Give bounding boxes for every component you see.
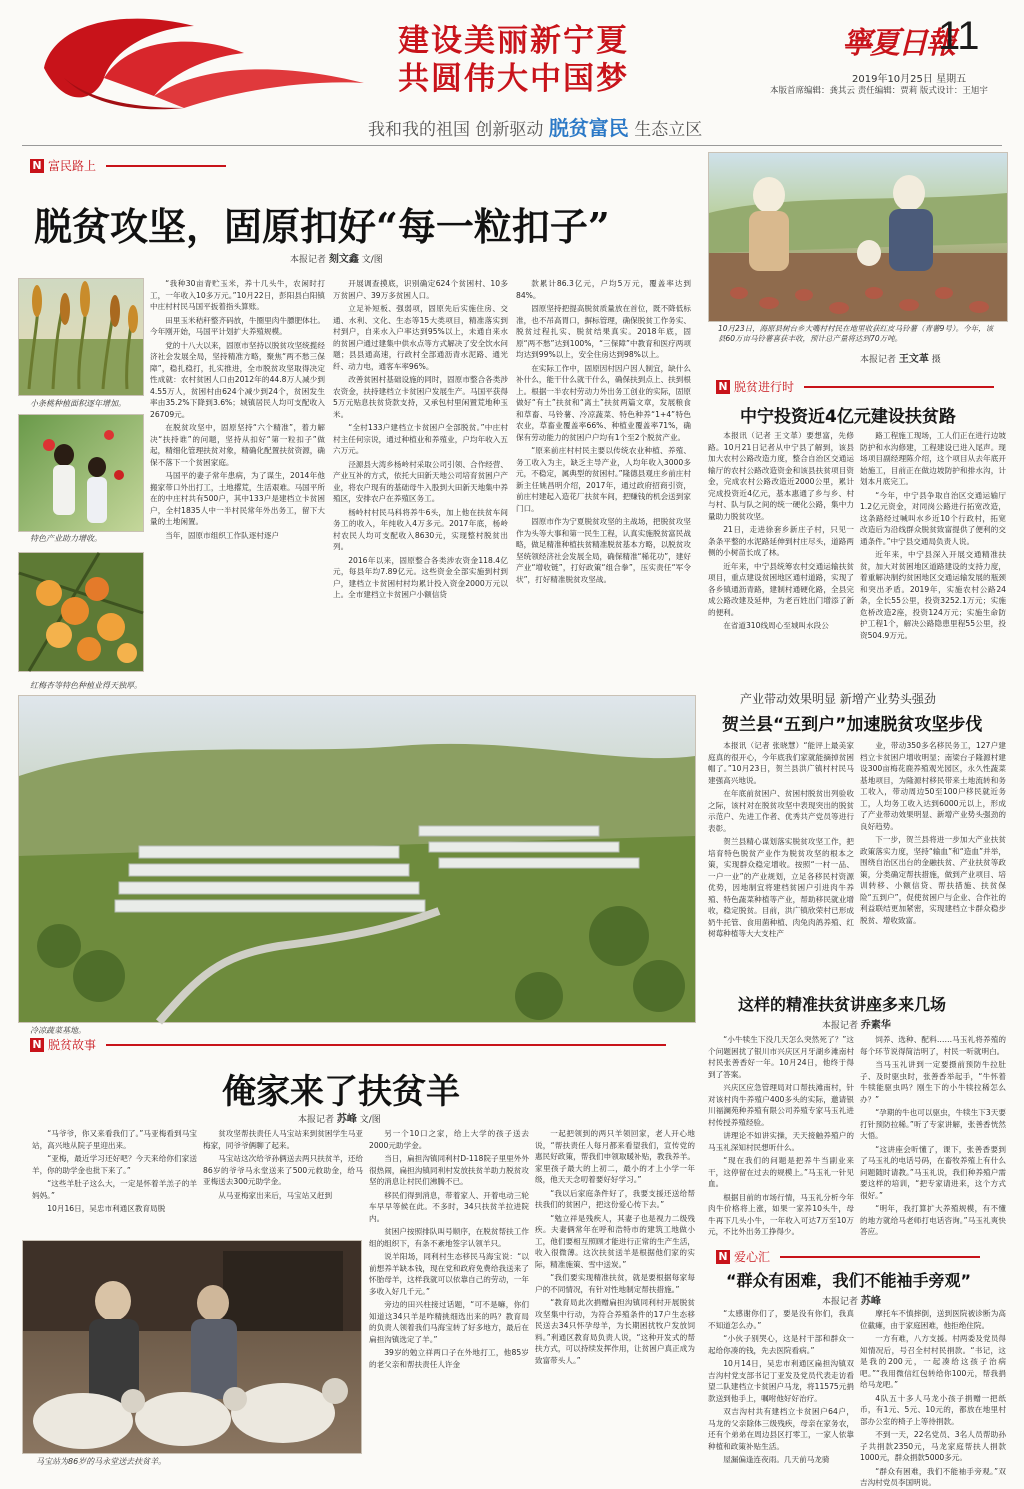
paragraph: 贫攻坚帮扶责任人马宝站来到贫困学生马亚梅家，同爷爷俩聊了起来。: [203, 1129, 363, 1150]
theme-banner: [368, 112, 702, 141]
paragraph: 当马玉礼讲到一定要摄前预防牛拉肚子、及时驱虫时，张善香举起手，“牛怀着牛犊能驱虫吗？刚生下的小牛犊拉稀怎么办？”: [860, 1060, 1006, 1104]
paragraph: “群众有困难，我们不能袖手旁观。”双吉沟村党员李国明说。: [860, 1466, 1006, 1487]
paragraph: 固原市作为宁夏脱贫攻坚的主战场，把脱贫攻坚作为头等大事和第一民生工程，认真实施脱贫富民战略，做足精准种植扶贫精准脱贫基本方略，以脱贫攻坚统领经济社会发展全局，确保精准“稀花功”，建好产业“增收链”，打好政策“组合拳”，压实责任“军令状”，打好精准脱贫攻坚战。: [516, 517, 691, 584]
paragraph: “小伙子别哭心，这是村干部和群众一起给你凑的钱，先去医院看病。”: [708, 1334, 854, 1355]
paragraph: 21日，走进徐套乡新庄子村，只见一条条平整的水泥路延伸到村庄尽头，道路两侧的小树苗长成了林。: [708, 525, 854, 557]
paragraph: 泾源县大湾乡杨岭村采取公司引领、合作经营、产业互补的方式，依托大田新天地公司培育贫困户产业，将农户现有的基础母牛入股到大田新天地集中养殖区，安排农户在养殖区务工。: [333, 459, 508, 503]
paragraph: 饲养、选种、配料……马玉礼将养殖的每个环节说得简洁明了，村民一听就明白。: [860, 1035, 1006, 1056]
paragraph: 讲理论不如讲实操，天天接触养殖户的马玉礼深知村民想听什么。: [708, 1131, 854, 1152]
photo-potato-harvest: [708, 152, 1008, 322]
paragraph: 兴庆区应急管理局对口帮扶滩南村，针对该村肉牛养殖户400多头的实际，邀请银川福澜苑种养殖有限公司养殖专家马玉礼进村传授养殖经验。: [708, 1083, 854, 1127]
section-rule: [106, 1044, 666, 1046]
byline-suffix: 文/图: [359, 1115, 381, 1125]
zhongning-headline: 中宁投资近4亿元建设扶贫路: [740, 407, 956, 427]
photo-sheep-delivery: [22, 1240, 362, 1454]
paragraph: “这讲座会听懂了，课下，张善香要到了马玉礼的电话号码，在畜牧养殖上有什么问题随时请教。”马玉礼说，我们种养殖户需要这样的培训，“把专家请进来，这个方式很好。”: [860, 1144, 1006, 1200]
paragraph: 近年来，中宁县统筹农村交通运输扶贫项目，重点建设贫困地区通村道路，实现了各乡镇通沥青路，建制村通硬化路，全县完成公路改建及延伸，为老百姓出门增添了新的便利。: [708, 561, 854, 617]
photo-right-credit: [860, 350, 941, 365]
paragraph: 马国平的妻子常年患病，为了谋生，2014年他搬家带口外出打工，土地撂荒，生活艰难。马国平所在的中庄村共有500户，其中133户是建档立卡贫困户，全村1835人中一半村民常年外出务工，留下大量的土地闲置。: [150, 471, 325, 526]
story-col4: [535, 1128, 695, 1468]
credit-suffix: 摄: [931, 355, 941, 365]
byline-prefix: 本报记者: [298, 1115, 335, 1125]
caption-photo1: 小条桃种植面积逐年增加。: [30, 399, 126, 408]
paragraph: 一起把领到的两只羊领回家，老人开心地说，“帮扶责任人每月都来看望我们，宣传党的惠民好政策，帮我们申领取暖补贴，教我养羊。家里孩子最大的上初二，最小的才上小学一年级，他天天念叨着要好好学习。”: [535, 1129, 695, 1184]
caption-photo-bottom: 马宝站为86岁的马永堂送去扶贫羊。: [36, 1457, 167, 1466]
paragraph: 贺兰县精心谋划落实脱贫攻坚工作，把培育特色脱贫产业作为脱贫攻坚的根本之策，实现群众稳定增收。按照“一村一品、一户一业”的产业规划，立足各移民村资源优势，因地制宜将建档贫困户引进肉牛养殖、特色蔬菜种植等产业，帮助移民就业增收，稳定脱贫。目前，洪广镇欣荣村已形成奶牛托管、食用菌种植、肉兔肉鸽养殖、红树莓种植等大大支柱产: [708, 837, 854, 938]
byline-prefix: 本报记者: [822, 1297, 859, 1307]
lecture-byline: [822, 1016, 891, 1031]
paragraph: 改善贫困村基础设施的同时，固原市整合各类涉农资金，扶持建档立卡贫困户发展生产。马国平获得5万元贴息扶贫贷款支持，又承包村里闲置荒地种玉米。: [333, 375, 508, 419]
helping-headline: “群众有困难，我们不能袖手旁观”: [726, 1271, 972, 1290]
editor-credits: 本版首席编辑：龚其云 责任编辑：贾莉 版式设计：王旭宇: [770, 86, 988, 96]
paragraph: 39岁的勉立祥两口子在外地打工，他85岁的老父亲和帮扶责任人许金: [369, 1348, 529, 1369]
paragraph: 本报讯（记者 张晓慧）“能评上最美家庭真的很开心，今年底我们家就能摘掉贫困帽了。”10月23日，贺兰县洪广镇村村民马建强高兴地说。: [708, 741, 854, 785]
lecture-headline: 这样的精准扶贫讲座多来几场: [738, 995, 947, 1014]
caption-photo2: 特色产业助力增收。: [30, 534, 102, 543]
apricot-illustration: [19, 553, 143, 671]
paragraph: “今年，中宁县争取自治区交通运输厅1.2亿元资金，对同岗公路进行拓宽改造，这条路经过喊叫水乡近10个行政村，拓宽改造后为沿线群众脱贫致富提供了便利的交通条件。”中宁县交通局负责人说。: [860, 490, 1006, 546]
paragraph: “全村133户建档立卡贫困户全部脱贫。”中庄村村主任何宗说，通过种植业和养殖业，户均年收入五六万元。: [333, 423, 508, 455]
paragraph: 在实际工作中，固原因村因户因人制宜，缺什么补什么，能干什么就干什么，确保扶到点上、扶到根上。根据一半农村劳动力外出务工创业的实际，固原做好“有土”扶贫和“离土”扶贫两篇文章，发展粮食和草畜、马铃薯、冷凉蔬菜、特色种养“1+4”特色农业，草畜业覆盖率66%、种植业覆盖率71%，确保有劳动能力的贫困户户均有1个至2个脱贫产业。: [516, 363, 691, 442]
story-byline: [298, 1110, 381, 1125]
photo-apricots: [18, 552, 144, 672]
paragraph: 4队五十多人马龙小孩子捐赠一把纸币，有1元、5元、10元的，都放在地里村部办公室的椅子上等待捐款。: [860, 1393, 1006, 1426]
credit-prefix: 本报记者: [860, 355, 897, 365]
photo-orchard-girls: [18, 414, 144, 532]
paragraph: 在年底前贫困户、贫困村脱贫出列验收之际，该村对在脱贫攻坚中表现突出的脱贫示范户、先进工作者、优秀共产党员等进行表彰。: [708, 789, 854, 833]
section-label: 爱心汇: [734, 1250, 771, 1264]
paragraph: “小牛犊生下没几天怎么突然死了？”这个问题困扰了银川市兴庆区月牙湖乡滩南村村民张善香好一年。10月24日，他终于得到了答案。: [708, 1035, 854, 1079]
lecture-col2: [860, 1034, 1006, 1244]
main-article-col3: [516, 278, 691, 688]
section-n-icon: N: [30, 1038, 44, 1052]
paragraph: “这些羊肚子这么大，一定是怀着羊羔子的羊妈妈。”: [32, 1179, 197, 1200]
main-byline: [290, 250, 383, 265]
story-headline: 俺家来了扶贫羊: [222, 1072, 460, 1112]
section-n-icon: N: [716, 380, 730, 394]
paragraph: “马爷爷，你又来看我们了。”马亚梅看到马宝站，高兴地从院子里迎出来。: [32, 1129, 197, 1150]
paragraph: 款累计86.3亿元，户均5万元，覆盖率达到84%。: [516, 279, 691, 300]
greenhouse-landscape: [19, 696, 695, 1022]
helping-col2: [860, 1308, 1006, 1487]
theme-left: 我和我的祖国 创新驱动: [368, 120, 544, 140]
paragraph: 田里玉米秸秆整齐码放，牛圈里肉牛膘肥体壮。今年刚开始，马国平计划扩大养殖规模。: [150, 315, 325, 336]
paragraph: “太感谢你们了，要是没有你们，我真不知道怎么办。”: [708, 1309, 854, 1330]
paragraph: “我以后家庭条件好了，我要支援还送给帮扶我们的贫困户，把这份爱心传下去。”: [535, 1188, 695, 1209]
paragraph: 不到一天，22名党员、3名人员帮助孙子共捐款2350元，马龙家庭帮扶人捐款1000元，群众捐款5000多元。: [860, 1430, 1006, 1462]
issue-date: 2019年10月25日 星期五: [852, 74, 967, 85]
main-article-col2: [333, 278, 508, 688]
paragraph: 10月14日，吴忠市利通区扁担沟镇双吉沟村党支部书记丁亚发及党员代表走访看望二队建档立卡贫困户马龙，将11575元捐款送到他手上，嘱咐他好好治疗。: [708, 1359, 854, 1403]
newspaper-logo: 寧夏日報: [842, 26, 954, 61]
helping-col1: [708, 1308, 854, 1468]
main-headline: 脱贫攻坚，固原扣好“每一粒扣子”: [34, 204, 610, 249]
story-col1: [32, 1128, 197, 1236]
paragraph: 根据目前的市场行情，马玉礼分析今年肉牛价格将上涨，如果一家养10头牛，母牛再下几头小牛，一年收入可达7万至10万元，不比外出务工挣得少。: [708, 1192, 854, 1236]
paragraph: 杨岭村村民马科将养牛6头，加上他在扶贫车间务工的收入，年纯收入4万多元。2017年底，杨岭村农民人均可支配收入8630元，实现整村脱贫出列。: [333, 507, 508, 551]
paragraph: “我们要实现精准扶贫，就是要根据每家每户的不同情况，有针对性地制定帮扶措施。”: [535, 1273, 695, 1294]
paragraph: “亚梅，最近学习还好吧？今天来给你们家送羊，你的助学金也批下来了。”: [32, 1154, 197, 1175]
byline-prefix: 本报记者: [822, 1021, 859, 1031]
paragraph: 贫困户按照排队叫号顺序，在脱贫帮扶工作组的组织下，有条不紊地签字认领羊只。: [369, 1227, 529, 1248]
page-number: 11: [938, 14, 980, 58]
slogan-line-2: 共圆伟大中国梦: [398, 61, 629, 97]
paragraph: 另一个10口之家，给上大学的孩子送去2000元助学金。: [369, 1129, 529, 1150]
section-rule: [780, 1256, 980, 1258]
paragraph: 开展调查摸底，识别确定624个贫困村、10多万贫困户、39万多贫困人口。: [333, 279, 508, 300]
caption-photo4: 冷凉蔬菜基地。: [30, 1026, 86, 1035]
story-col2: [203, 1128, 363, 1236]
byline-name: 苏峰: [860, 1296, 881, 1307]
paragraph: 一方有难，八方支援。村两委及党员得知情况后，号召全村村民捐款。“书记，这是我的200元，一起凑给这孩子治病吧。”“我用微信红包转给你100元，帮我捐给马龙吧。”: [860, 1334, 1006, 1389]
caption-photo3: 红梅杏等特色种植业得天独厚。: [30, 681, 142, 690]
paragraph: 从马亚梅家出来后，马宝站又赶到: [218, 1190, 333, 1200]
sheep-illustration: [23, 1241, 361, 1453]
section-tag-fumin: [30, 157, 226, 174]
orchard-illustration: [19, 415, 143, 531]
paragraph: 在脱贫攻坚中，固原坚持“六个精准”，着力解决“扶持谁”的问题，坚持从扣好“第一粒扣子”做起，精细化管理扶贫对象，精确化配置扶贫资源，确保不落下一个贫困家庭。: [150, 423, 325, 467]
paragraph: 摩托车不慎摔倒，送到医院被诊断为高位截瘫，由于家庭困难，他拒绝住院。: [860, 1309, 1006, 1330]
section-label: 脱贫进行时: [734, 380, 795, 394]
helan-headline: 贺兰县“五到户”加速脱贫攻坚步伐: [722, 715, 983, 735]
helan-col1: [708, 740, 854, 985]
section-n-icon: N: [716, 1250, 730, 1264]
paragraph: 在省道310线周心至城叫水段公: [723, 621, 829, 630]
section-label: 富民路上: [48, 159, 97, 173]
section-label: 脱贫故事: [48, 1038, 97, 1052]
main-article-col1: [150, 278, 325, 688]
paragraph: 马宝站这次给爷孙俩送去两只扶贫羊，还给86岁的爷爷马永堂送来了500元救助金，给马亚梅送去300元助学金。: [203, 1154, 363, 1186]
paragraph: 2016年以来，固原整合各类涉农资金118.4亿元，每县年均7.89亿元。这些资金全部实施到村到户，建档立卡贫困村村均累计投入资金2000万元以上。全市建档立卡贫困户小额信贷: [333, 555, 508, 599]
paragraph: 立足补短板、强弱项，固原先后实施住房、交通、水利、文化、生态等15大类项目，精准落实到村到户，自来水入户率达到95%以上，未通自来水的贫困户通过建集中供水点等方式解决了安全饮水问题；县县通高速，行政村全部通沥青水泥路、通光纤、动力电，通客车率96%。: [333, 304, 508, 371]
red-ribbon-emblem: [34, 8, 414, 113]
section-rule: [106, 165, 226, 167]
section-rule: [804, 386, 994, 388]
helan-col2: [860, 740, 1006, 985]
paragraph: 路工程施工现场，工人们正在进行边坡防护和水沟修建，工程建设已进入尾声。现场项目副经理陈介绍，这个项目从去年底开始施工，目前正在做边坡防护和排水沟，计划本月底完工。: [860, 431, 1006, 486]
byline-name: 苏峰: [336, 1114, 357, 1125]
millet-illustration: [19, 279, 143, 395]
paragraph: 当日，扁担沟镇同利村D-118院子里里外外很热闹，扁担沟镇同利村发放扶贫羊助力脱贫攻坚的消息让村民们沸腾不已。: [369, 1154, 529, 1186]
theme-highlight: 脱贫富民: [548, 116, 629, 140]
header-divider: [22, 145, 1002, 146]
paragraph: 屋漏偏逢连夜雨。几天前马龙骑: [723, 1455, 830, 1464]
byline-name: 乔素华: [860, 1020, 891, 1031]
paragraph: 固原坚持把提高脱贫质量放在首位，既不降低标准，也不吊高胃口，摒标管理，确保脱贫工作务实、脱贫过程扎实、脱贫结果真实。2018年底，固原“两不愁”达到100%，“三保障”中教育和医疗两项均达到99%以上，安全住房达到98%以上。: [516, 304, 691, 359]
credit-name: 王文革: [898, 354, 929, 365]
paragraph: “明年，我打算扩大养殖规模，有不懂的地方就给马老师打电话咨询。”马玉礼爽快答应。: [860, 1204, 1006, 1236]
paragraph: “教育局此次捐赠扁担沟镇同利村开展脱贫攻坚集中行动，为符合养殖条件的17户生态移民送去34只怀孕母羊，为长期困扰牧户发放饲料。”利通区教育局负责人说，“这种开发式的帮扶方式，可以持续发挥作用，让贫困户真正成为致富带头人。”: [535, 1298, 695, 1365]
paragraph: 当年，固原市组织工作队逐村逐户: [165, 530, 280, 540]
byline-prefix: 本报记者: [290, 255, 327, 265]
byline-suffix: 文/图: [361, 255, 383, 265]
photo-vegetable-base: [18, 695, 696, 1023]
paragraph: “孕期的牛也可以驱虫，牛犊生下3天要打针预防拉稀。”听了专家讲解，张善香恍然大悟。: [860, 1108, 1006, 1140]
photo-millet: [18, 278, 144, 396]
zhongning-col2: [860, 430, 1006, 672]
section-tag-story: [30, 1036, 666, 1053]
caption-photo-right: 10月23日，海原县树台乡大嘴村村民在地里收获红皮马铃薯（青薯9号）。今年，该县60万亩马铃薯喜获丰收，预计总产量将达到70万吨。: [718, 324, 994, 343]
zhongning-col1: [708, 430, 854, 672]
paragraph: 旁边的田兴柱接过话题，“可不是嘛，你们知道这34只羊是咋精挑细选出来的吗？教育局的负责人领着我们马海宝转了好多地方，最后在扁担沟镇选定了羊。”: [369, 1300, 529, 1344]
paragraph: 双吉沟村共有建档立卡贫困户64户，马龙的父亲除体三级残疾，母亲在家务农，还有个弟弟在周边县区打零工，一家人依靠种植和政策补贴生活。: [708, 1407, 854, 1451]
story-col3: [369, 1128, 529, 1468]
section-n-icon: N: [30, 159, 44, 173]
page-slogan: [398, 22, 629, 98]
theme-right: 生态立区: [634, 120, 703, 140]
lecture-col1: [708, 1034, 854, 1244]
section-tag-progress: [716, 378, 994, 395]
paragraph: 说羊阳场，同利村生态移民马海宝说：“以前想养羊缺本钱，现在党和政府免费给我送来了怀胎母羊，这样我就可以依靠自己的劳动，一年多收入好几千元。”: [369, 1252, 529, 1296]
paragraph: “勉立祥是残疾人，其妻子也是视力二级残疾。夫妻俩常年在呼和浩特市的建筑工地做小工，他们要相互照顾才能进行正常的生产生活，收入很微薄。这次扶贫送羊是根据他们家的实际，精准施策、雪中送炭。”: [535, 1213, 695, 1269]
harvest-illustration: [709, 153, 1007, 321]
section-tag-love: [716, 1248, 980, 1265]
paragraph: 近年来，中宁县深入开展交通精准扶贫，加大对贫困地区道路建设的支持力度，着重解决制约贫困地区交通运输发展的瓶颈和突出矛盾。2019年，实施农村公路24条，全长55公里，投资3252.1万元；实施危桥改造2座，投资124万元；实施生命防护工程1个，解决公路隐患里程55公里，投资504.9万元。: [860, 550, 1006, 640]
paragraph: “现在我们的问题是把养牛当副业来干，这停留在过去的规模上。”马玉礼一针见血。: [708, 1156, 854, 1188]
helan-kicker: 产业带动效果明显 新增产业势头强劲: [740, 692, 936, 706]
paragraph: 10月16日，吴忠市利通区教育局脱: [47, 1204, 166, 1213]
paragraph: 本报讯（记者 王文革）要想富，先修路。10月21日记者从中宁县了解到，该县加大农村公路改造力度，整合自治区交通运输厅的农村公路改造资金和该县扶贫项目资金，完成农村公路改造近2000公里，累计完成投资近4亿元，基本惠通了乡与乡、村与村、队与队之间的统一硬化公路，集中力量助力脱贫攻坚。: [708, 431, 854, 521]
byline-name: 刻文鑫: [328, 254, 359, 265]
paragraph: “原来前庄村村民主要以传统农业种植、养殖、务工收入为主，缺乏主导产业，人均年收入3000多元，不稳定，属典型的贫困村。”隆德县观庄乡前庄村新主任姚昌明介绍，2017年，通过政府招商引资，前庄村建起入造花厂扶贫车间，把赚钱的机会送到家门口。: [516, 446, 691, 513]
paragraph: 党的十八大以来，固原市坚持以脱贫攻坚统揽经济社会发展全局，坚持精准方略，聚焦“两不愁三保障”，稳扎稳打，扎实推进，全市脱贫攻坚取得决定性成就：农村贫困人口由2012年的44.8万人减少到4.55万人，贫困村由624个减少到24个，贫困发生率由35.2%下降到3.6%；城镇居民人均可支配收入26709元。: [150, 340, 325, 419]
paragraph: 业，带动350多名移民务工，127户建档立卡贫困户增收明显；南梁台子隆源村建设300亩梅花鹿养殖观光园区，永久性蔬菜基地项目，为隆源村移民带来土地流转和务工收入，带动周边50至100户移民就近务工，人均务工收入达到6000元以上，形成了产业带动效果明显、新增产业势头强劲的良好趋势。: [860, 741, 1006, 831]
slogan-line-1: 建设美丽新宁夏: [398, 23, 629, 59]
paragraph: “我种30亩青贮玉米，养十几头牛，农闲时打工，一年收入10多万元。”10月22日，彭阳县白阳镇中庄村村民马国平扳着指头算账。: [150, 279, 325, 311]
paragraph: 下一步，贺兰县将进一步加大产业扶贫政策落实力度，坚持“输血”和“造血”并举，围绕自治区出台的金融扶贫、产业扶贫等政策，分类确定帮扶措施，做到产业项目、培训转移、小额信贷、帮扶措施、扶贫保险“五到户”，促使贫困户与企业、合作社的利益联结更加紧密，实现建档立卡群众稳步脱贫、增收致富。: [860, 835, 1006, 925]
helping-byline: [822, 1292, 881, 1307]
paragraph: 移民们得到消息，带着家人、开着电动三轮车早早等候在此。不多时，34只扶贫羊拉进院内。: [369, 1190, 529, 1223]
